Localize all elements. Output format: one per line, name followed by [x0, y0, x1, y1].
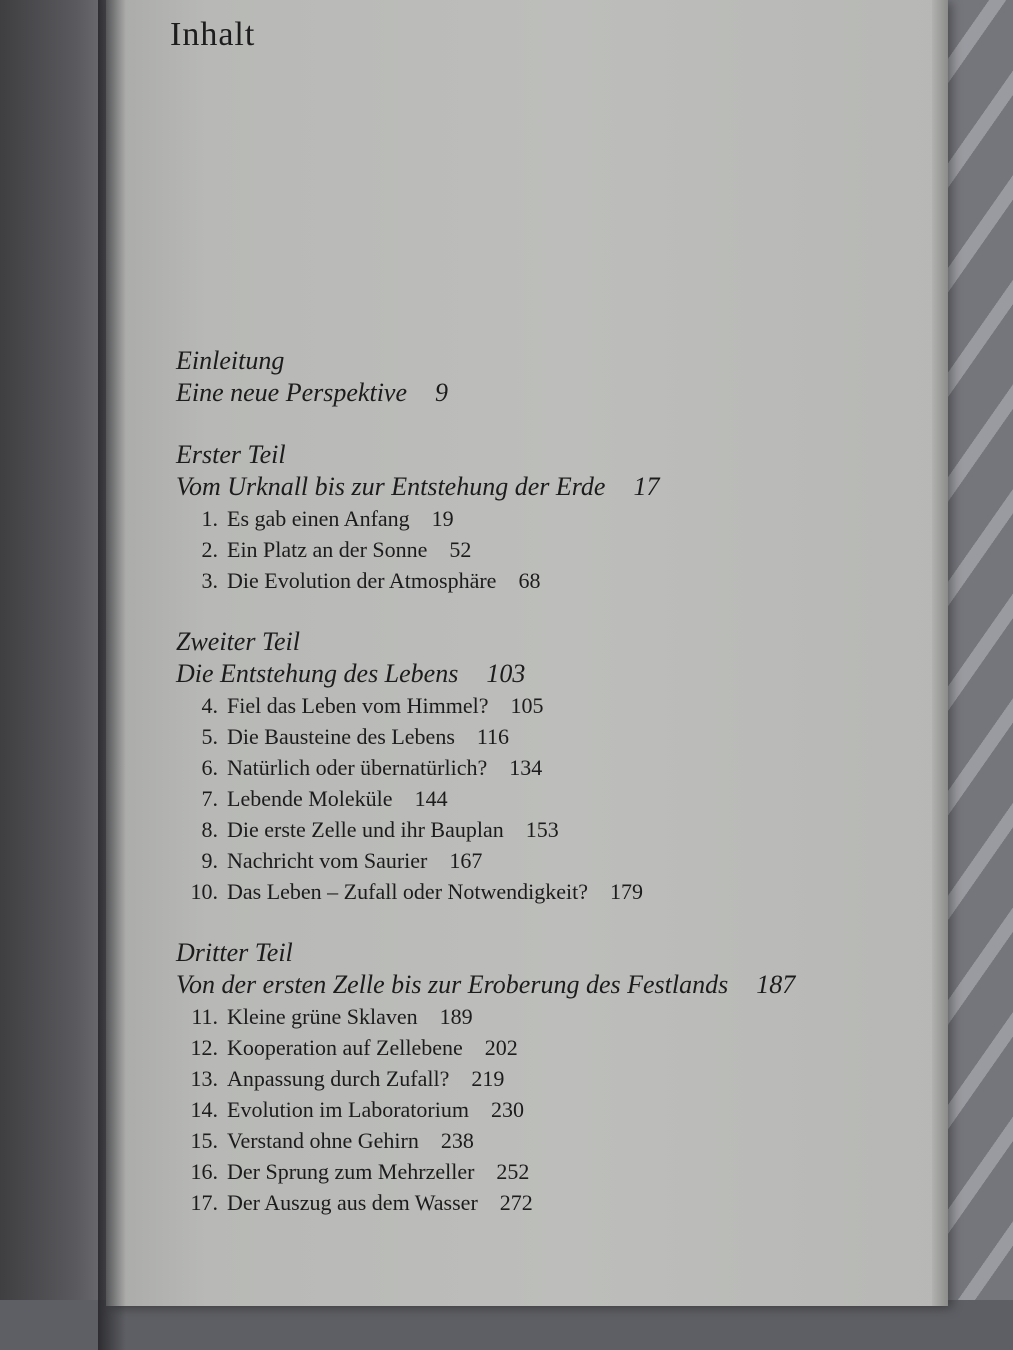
chapter-page-number: 167	[449, 848, 483, 873]
section-title	[176, 471, 896, 503]
section-title	[176, 658, 896, 690]
chapter-list	[176, 503, 896, 596]
chapter-page-number: 179	[610, 879, 644, 904]
chapter-number: 1.	[201, 506, 218, 531]
chapter-title: Verstand ohne Gehirn	[227, 1128, 419, 1153]
chapter-entry	[176, 1156, 896, 1187]
chapter-number: 8.	[201, 817, 218, 842]
chapter-entry	[176, 565, 896, 596]
section-title-text: Eine neue Perspektive	[176, 378, 407, 407]
chapter-title: Der Sprung zum Mehrzeller	[227, 1159, 475, 1184]
chapter-entry	[176, 534, 896, 565]
chapter-title: Anpassung durch Zufall?	[227, 1066, 450, 1091]
section-page-number: 187	[756, 970, 796, 999]
chapter-entry	[176, 1094, 896, 1125]
chapter-page-number: 68	[518, 568, 541, 593]
chapter-title: Lebende Moleküle	[227, 786, 393, 811]
chapter-title: Ein Platz an der Sonne	[227, 537, 428, 562]
chapter-number: 17.	[190, 1190, 218, 1215]
background-bottom	[0, 1300, 1013, 1350]
chapter-number: 14.	[190, 1097, 218, 1122]
section-page-number: 17	[633, 472, 660, 501]
chapter-entry	[176, 690, 896, 721]
chapter-page-number: 134	[509, 755, 543, 780]
section-title	[176, 377, 896, 409]
chapter-number: 11.	[191, 1004, 218, 1029]
section-title-text: Von der ersten Zelle bis zur Eroberung des Festlands	[176, 970, 729, 999]
chapter-number: 3.	[201, 568, 218, 593]
chapter-number: 13.	[190, 1066, 218, 1091]
chapter-title: Die Evolution der Atmosphäre	[227, 568, 497, 593]
book-gutter	[98, 0, 126, 1350]
chapter-list	[176, 1001, 896, 1218]
chapter-number: 4.	[201, 693, 218, 718]
chapter-entry	[176, 814, 896, 845]
chapter-number: 7.	[201, 786, 218, 811]
chapter-entry	[176, 845, 896, 876]
chapter-title: Kooperation auf Zellebene	[227, 1035, 463, 1060]
chapter-page-number: 238	[440, 1128, 474, 1153]
chapter-entry	[176, 1125, 896, 1156]
chapter-number: 12.	[190, 1035, 218, 1060]
page-title: Inhalt	[170, 16, 256, 53]
table-of-contents	[176, 345, 896, 1248]
section-label: Zweiter Teil	[176, 627, 301, 656]
section-page-number: 9	[435, 378, 448, 407]
section-label: Einleitung	[176, 346, 285, 375]
chapter-title: Natürlich oder übernatürlich?	[227, 755, 488, 780]
chapter-number: 2.	[201, 537, 218, 562]
chapter-page-number: 252	[496, 1159, 530, 1184]
chapter-number: 9.	[201, 848, 218, 873]
section-teil-3	[176, 937, 896, 1218]
chapter-page-number: 230	[490, 1097, 524, 1122]
chapter-page-number: 153	[525, 817, 559, 842]
section-title-text: Vom Urknall bis zur Entstehung der Erde	[176, 472, 606, 501]
chapter-entry	[176, 1187, 896, 1218]
chapter-title: Kleine grüne Sklaven	[227, 1004, 418, 1029]
chapter-title: Das Leben – Zufall oder Notwendigkeit?	[227, 879, 589, 904]
chapter-page-number: 219	[471, 1066, 505, 1091]
chapter-page-number: 52	[449, 537, 472, 562]
chapter-number: 16.	[190, 1159, 218, 1184]
chapter-title: Fiel das Leben vom Himmel?	[227, 693, 489, 718]
chapter-page-number: 144	[414, 786, 448, 811]
section-label: Erster Teil	[176, 440, 286, 469]
chapter-title: Der Auszug aus dem Wasser	[227, 1190, 478, 1215]
section-page-number: 103	[486, 659, 526, 688]
chapter-entry	[176, 1063, 896, 1094]
section-teil-1	[176, 439, 896, 596]
chapter-list	[176, 690, 896, 907]
chapter-entry	[176, 1001, 896, 1032]
section-title-text: Die Entstehung des Lebens	[176, 659, 459, 688]
chapter-title: Nachricht vom Saurier	[227, 848, 428, 873]
chapter-title: Die Bausteine des Lebens	[227, 724, 455, 749]
section-einleitung	[176, 345, 896, 409]
chapter-entry	[176, 783, 896, 814]
chapter-number: 6.	[201, 755, 218, 780]
chapter-title: Evolution im Laboratorium	[227, 1097, 469, 1122]
chapter-number: 5.	[201, 724, 218, 749]
section-teil-2	[176, 626, 896, 907]
chapter-page-number: 19	[431, 506, 454, 531]
chapter-entry	[176, 1032, 896, 1063]
chapter-page-number: 189	[439, 1004, 473, 1029]
page-edge-shadow	[932, 0, 948, 1306]
chapter-entry	[176, 503, 896, 534]
chapter-page-number: 105	[510, 693, 544, 718]
section-title	[176, 969, 896, 1001]
chapter-title: Die erste Zelle und ihr Bauplan	[227, 817, 504, 842]
chapter-entry	[176, 721, 896, 752]
chapter-number: 10.	[190, 879, 218, 904]
section-label: Dritter Teil	[176, 938, 293, 967]
chapter-page-number: 202	[484, 1035, 518, 1060]
chapter-title: Es gab einen Anfang	[227, 506, 410, 531]
chapter-entry	[176, 752, 896, 783]
chapter-page-number: 116	[476, 724, 510, 749]
chapter-entry	[176, 876, 896, 907]
chapter-page-number: 272	[499, 1190, 533, 1215]
chapter-number: 15.	[190, 1128, 218, 1153]
left-page-edge	[0, 0, 108, 1350]
